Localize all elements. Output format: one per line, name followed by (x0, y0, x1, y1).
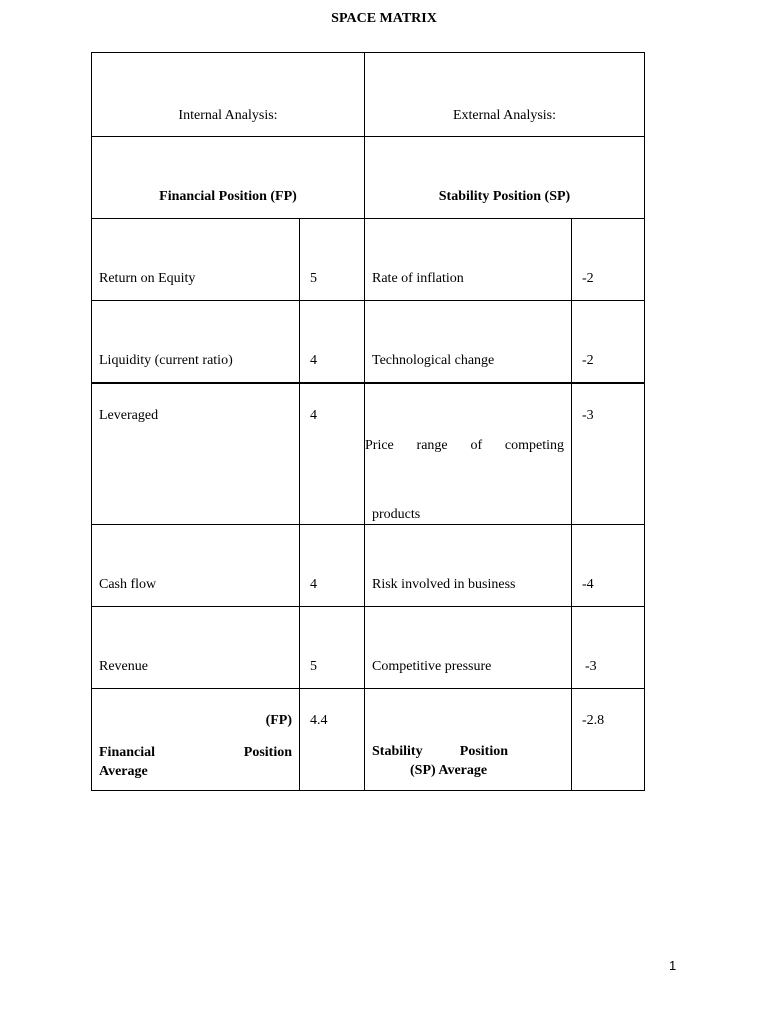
space-matrix-table (91, 52, 645, 791)
fp-average-value: 4.4 (300, 689, 365, 791)
table-row (92, 383, 645, 525)
page-number: 1 (669, 958, 677, 973)
sp-score: -2 (572, 301, 645, 384)
sp-score: -2 (572, 219, 645, 301)
fp-score: 4 (300, 301, 365, 384)
financial-position-header: Financial Position (FP) (92, 137, 365, 219)
fp-score: 5 (300, 219, 365, 301)
fp-score: 4 (300, 525, 365, 607)
fp-factor: Revenue (92, 607, 300, 689)
sp-factor: Risk involved in business (365, 525, 572, 607)
sp-factor: Technological change (365, 301, 572, 384)
fp-factor: Liquidity (current ratio) (92, 301, 300, 384)
fp-factor: Leveraged (92, 383, 300, 525)
sp-average-label: Stability Position (SP) Average (365, 689, 572, 791)
sp-average-value: -2.8 (572, 689, 645, 791)
analysis-header-row (92, 53, 645, 137)
fp-average-label: (FP) Financial Position Average (92, 689, 300, 791)
average-row (92, 689, 645, 791)
fp-factor: Cash flow (92, 525, 300, 607)
sp-factor: Price range of competing products (365, 383, 572, 525)
fp-score: 5 (300, 607, 365, 689)
external-analysis-header: External Analysis: (365, 53, 645, 137)
table-row (92, 525, 645, 607)
table-row (92, 219, 645, 301)
position-header-row (92, 137, 645, 219)
stability-position-header: Stability Position (SP) (365, 137, 645, 219)
fp-score: 4 (300, 383, 365, 525)
fp-factor: Return on Equity (92, 219, 300, 301)
table-row (92, 607, 645, 689)
page-title: SPACE MATRIX (331, 11, 437, 26)
sp-factor: Rate of inflation (365, 219, 572, 301)
sp-factor: Competitive pressure (365, 607, 572, 689)
sp-score: -4 (572, 525, 645, 607)
sp-score: -3 (572, 383, 645, 525)
internal-analysis-header: Internal Analysis: (92, 53, 365, 137)
table-row (92, 301, 645, 384)
sp-score: -3 (572, 607, 645, 689)
